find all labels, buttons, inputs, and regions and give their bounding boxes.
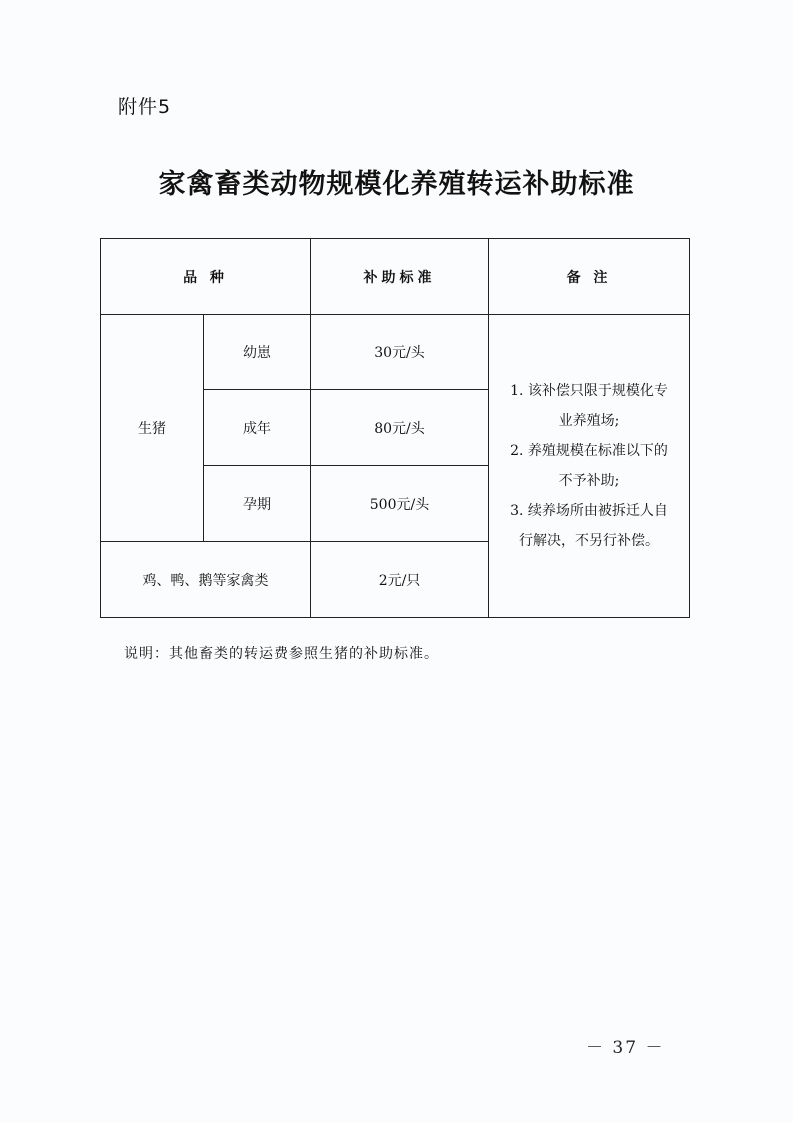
attachment-label: 附件5 xyxy=(118,96,172,118)
note-line: 业养殖场; xyxy=(558,413,620,429)
note-line: 1. 该补偿只限于规模化专 xyxy=(510,383,668,399)
header-variety: 品 种 xyxy=(101,239,311,315)
variety-cell: 孕期 xyxy=(204,466,311,542)
subsidy-cell: 500元/头 xyxy=(311,466,489,542)
subsidy-cell: 30元/头 xyxy=(311,315,489,390)
header-subsidy-standard: 补助标准 xyxy=(311,239,489,315)
subsidy-standard-table xyxy=(100,238,690,618)
table-row xyxy=(101,315,690,390)
poultry-variety-cell: 鸡、鸭、鹅等家禽类 xyxy=(101,542,311,618)
pig-group-cell: 生猪 xyxy=(101,315,204,542)
note-line: 3. 续养场所由被拆迁人自 xyxy=(510,503,668,519)
subsidy-cell: 80元/头 xyxy=(311,390,489,466)
note-line: 行解决，不另行补偿。 xyxy=(519,533,659,549)
table-header-row xyxy=(101,239,690,315)
note-line: 不予补助; xyxy=(558,473,620,489)
page-number: － 37 － xyxy=(586,1038,665,1058)
subsidy-cell: 2元/只 xyxy=(311,542,489,618)
document-title: 家禽畜类动物规模化养殖转运补助标准 xyxy=(158,169,635,200)
header-notes: 备 注 xyxy=(489,239,690,315)
notes-cell xyxy=(489,315,690,618)
remark-note: 说明：其他畜类的转运费参照生猪的补助标准。 xyxy=(124,646,439,662)
variety-cell: 成年 xyxy=(204,390,311,466)
note-line: 2. 养殖规模在标准以下的 xyxy=(510,443,668,459)
variety-cell: 幼崽 xyxy=(204,315,311,390)
